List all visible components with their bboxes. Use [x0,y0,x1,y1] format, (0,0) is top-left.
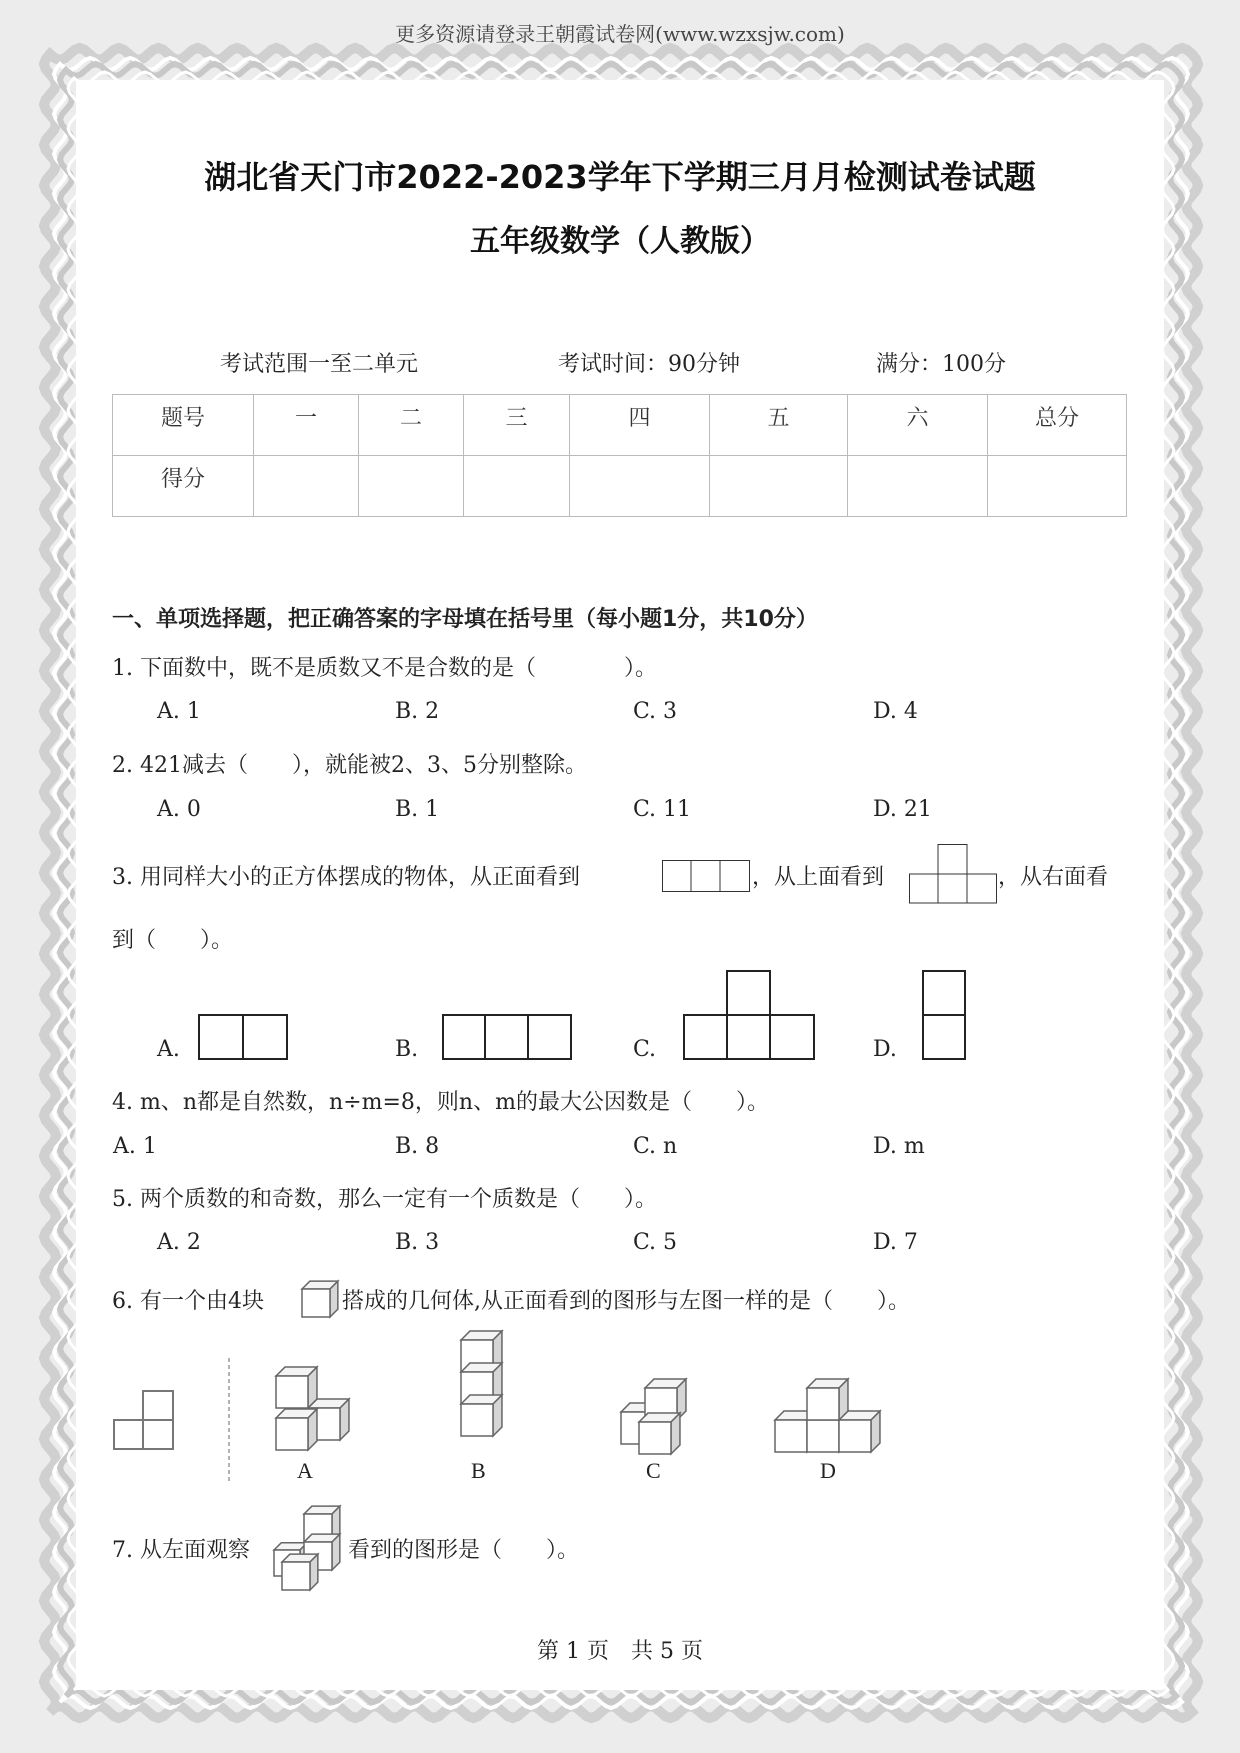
question-5: 5. 两个质数的和奇数，那么一定有一个质数是（ ）。 [112,1187,657,1212]
dashed-divider [228,1358,232,1482]
question-3-part3: ，从右面看 [998,865,1109,890]
q1-option-c: C. 3 [633,699,678,724]
exam-scope: 考试范围一至二单元 [220,352,419,377]
header-cell: 六 [848,395,988,456]
q2-option-d: D. 21 [873,797,932,822]
question-3-part4: 到（ ）。 [112,928,234,953]
score-cell[interactable] [254,456,359,517]
score-cell[interactable] [988,456,1127,517]
q3-front-view-figure [662,860,750,893]
q1-option-a: A. 1 [157,699,201,724]
q6-option-a-figure[interactable] [270,1360,370,1460]
q4-option-c: C. n [633,1134,678,1159]
page-footer: 第 1 页 共 5 页 [537,1639,703,1664]
question-6-part1: 6. 有一个由4块 [112,1289,264,1314]
q6-label-d: D [820,1458,836,1483]
header-cell: 四 [570,395,710,456]
q3-option-b-figure[interactable] [442,1014,572,1060]
score-table-header-row [113,395,1127,456]
score-table-score-row [113,456,1127,517]
score-cell[interactable] [570,456,710,517]
q3-option-c-figure[interactable] [683,970,815,1060]
score-cell[interactable] [464,456,570,517]
header-cell: 总分 [988,395,1127,456]
section-heading: 一、单项选择题，把正确答案的字母填在括号里（每小题1分，共10分） [112,607,818,632]
cube [839,1411,880,1452]
q5-option-b: B. 3 [395,1230,440,1255]
q6-label-b: B [471,1458,486,1483]
question-1: 1. 下面数中，既不是质数又不是合数的是（ ）。 [112,656,657,681]
cube [282,1554,318,1590]
q5-option-d: D. 7 [873,1230,918,1255]
row-label: 得分 [113,456,254,517]
cube-icon [300,1278,344,1320]
header-cell: 二 [359,395,464,456]
exam-time: 考试时间：90分钟 [558,352,740,377]
cube [807,1379,848,1420]
q3-option-a: A. [157,1037,180,1062]
q6-label-a: A [297,1458,313,1483]
cube [461,1395,502,1436]
q1-option-b: B. 2 [395,699,440,724]
q4-option-b: B. 8 [395,1134,440,1159]
q2-option-c: C. 11 [633,797,692,822]
full-score: 满分：100分 [876,352,1006,377]
q5-option-c: C. 5 [633,1230,678,1255]
question-3-part2: ，从上面看到 [752,865,885,890]
header-cell: 一 [254,395,359,456]
cube [302,1281,338,1317]
q6-front-view-figure [113,1390,175,1452]
header-cell: 三 [464,395,570,456]
question-3-part1: 3. 用同样大小的正方体摆成的物体，从正面看到 [112,865,580,890]
q6-option-b-figure[interactable] [455,1330,525,1460]
q5-option-a: A. 2 [157,1230,201,1255]
q3-option-d: D. [873,1037,897,1062]
q3-option-d-figure[interactable] [922,970,966,1060]
q6-option-d-figure[interactable] [772,1370,882,1460]
question-6-part2: 搭成的几何体,从正面看到的图形与左图一样的是（ ）。 [342,1289,910,1314]
q7-solid-figure [272,1500,352,1595]
question-7-part1: 7. 从左面观察 [112,1538,250,1563]
q2-option-b: B. 1 [395,797,440,822]
score-cell[interactable] [359,456,464,517]
score-cell[interactable] [848,456,988,517]
page-subtitle: 五年级数学（人教版） [470,224,770,259]
q3-option-c: C. [633,1037,657,1062]
question-4: 4. m、n都是自然数，n÷m=8，则n、m的最大公因数是（ ）。 [112,1090,769,1115]
q6-option-c-figure[interactable] [615,1360,705,1460]
cube [276,1367,317,1408]
header-cell: 五 [710,395,848,456]
q2-option-a: A. 0 [157,797,201,822]
q1-option-d: D. 4 [873,699,918,724]
q6-label-c: C [646,1458,661,1483]
question-2: 2. 421减去（ ），就能被2、3、5分别整除。 [112,753,587,778]
q4-option-a: A. 1 [113,1134,157,1159]
q3-top-view-figure [909,844,997,904]
score-table [112,394,1127,517]
score-cell[interactable] [710,456,848,517]
q3-option-b: B. [395,1037,419,1062]
question-7-part2: 看到的图形是（ ）。 [348,1538,580,1563]
header-cell: 题号 [113,395,254,456]
source-note: 更多资源请登录王朝霞试卷网(www.wzxsjw.com) [395,22,845,46]
cube [639,1413,680,1454]
q4-option-d: D. m [873,1134,925,1159]
cube [276,1409,317,1450]
q3-option-a-figure[interactable] [198,1014,288,1060]
page-title: 湖北省天门市2022-2023学年下学期三月月检测试卷试题 [204,158,1036,196]
